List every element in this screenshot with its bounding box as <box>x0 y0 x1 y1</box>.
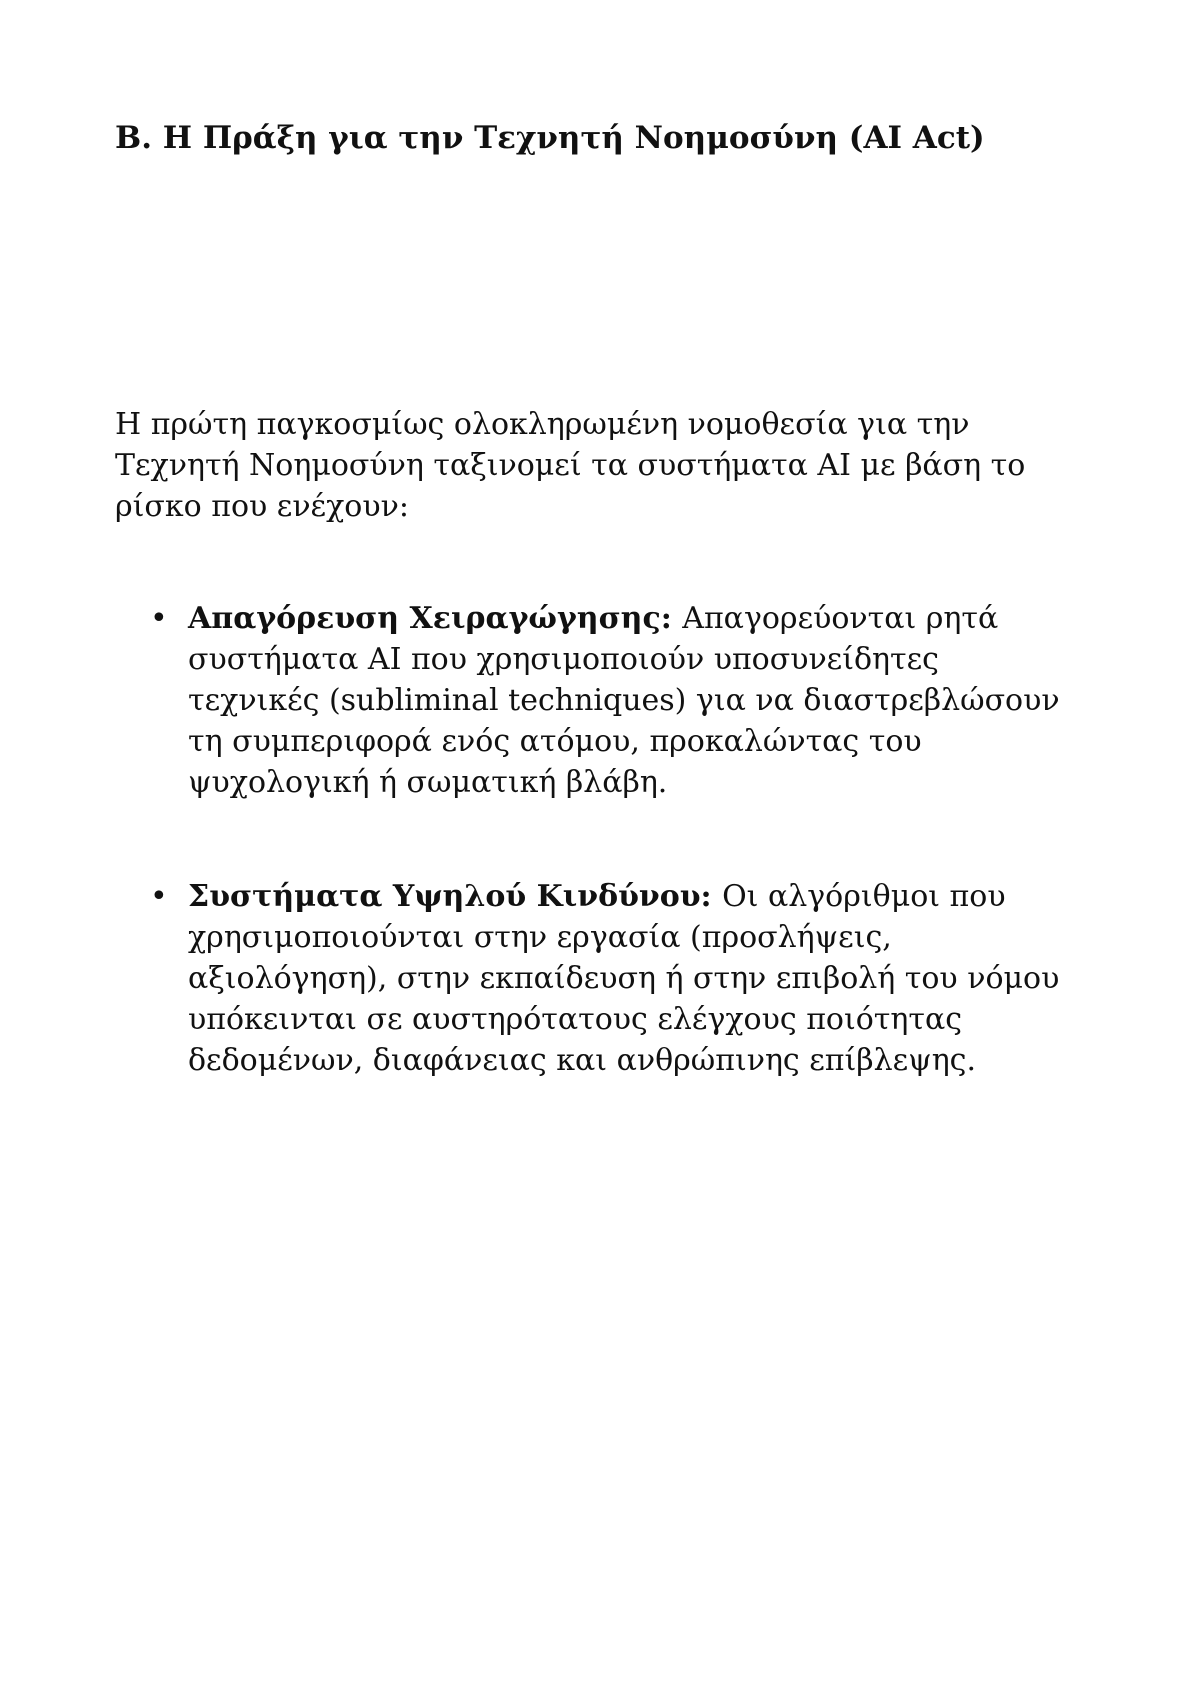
intro-paragraph: Η πρώτη παγκοσμίως ολοκληρωμένη νομοθεσία για την Τεχνητή Νοημοσύνη ταξινομεί τα συστήματα AI με βάση το ρίσκο που ενέχουν: <box>115 407 1026 524</box>
list-item <box>150 876 1075 1081</box>
bullet-text: Απαγορεύονται ρητά συστήματα AI που χρησιμοποιούν υποσυνείδητες τεχνικές (subliminal techniques) για να διαστρεβλώσουν τη συμπεριφορά ενός ατόμου, προκαλώντας του ψυχολογική ή σωματική βλάβη. <box>188 601 1060 800</box>
list-item <box>150 598 1075 803</box>
bullet-list <box>150 598 1075 1081</box>
bullet-icon: • <box>150 601 168 636</box>
bullet-icon: • <box>150 879 168 914</box>
bullet-term: Απαγόρευση Χειραγώγησης: <box>188 601 683 636</box>
section-heading: Β. Η Πράξη για την Τεχνητή Νοημοσύνη (AI Act) <box>115 120 985 156</box>
bullet-term: Συστήματα Υψηλού Κινδύνου: <box>188 879 723 914</box>
bullet-text: Οι αλγόριθμοι που χρησιμοποιούνται στην εργασία (προσλήψεις, αξιολόγηση), στην εκπαίδευση ή στην επιβολή του νόμου υπόκεινται σε αυστηρότατους ελέγχους ποιότητας δεδομένων, διαφάνειας και ανθρώπινης επίβλεψης. <box>188 879 1060 1078</box>
